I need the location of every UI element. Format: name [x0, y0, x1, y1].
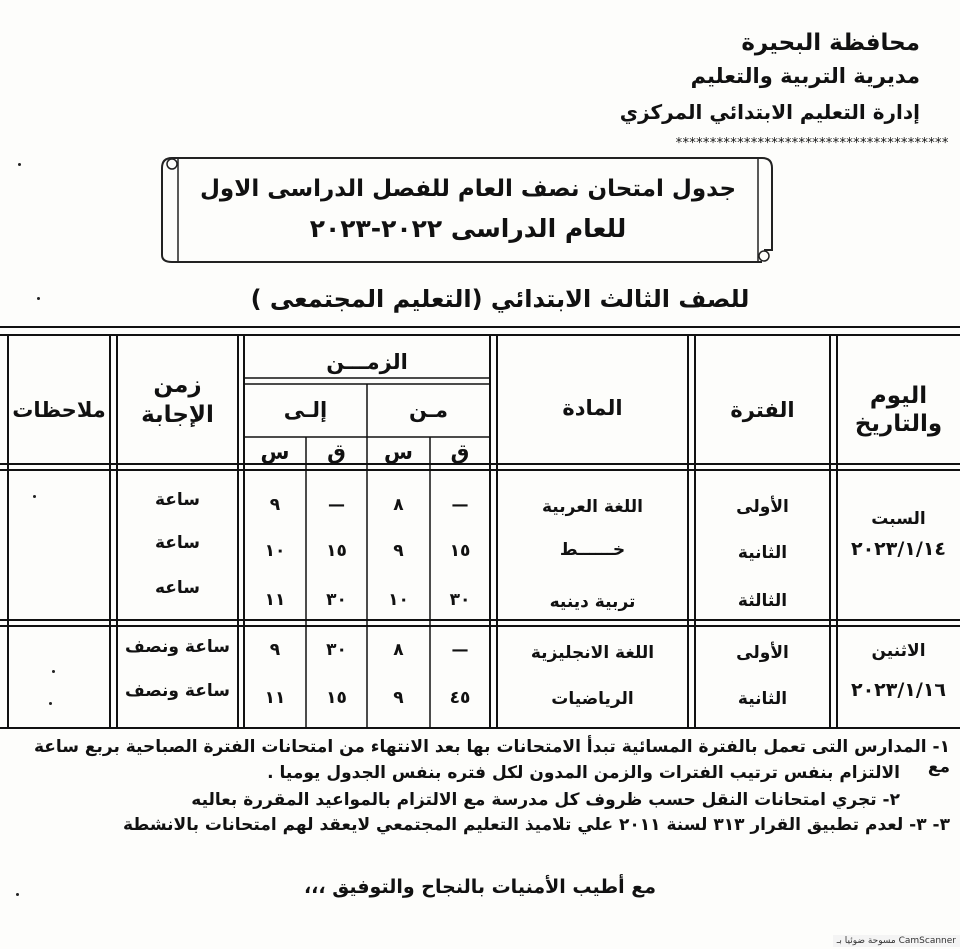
- row-period: الأولى: [736, 497, 789, 517]
- row-to-minute: ٣٠: [326, 640, 347, 660]
- row-period: الثانية: [737, 543, 788, 563]
- row-duration: ساعة ونصف: [125, 681, 230, 701]
- day-date: ٢٠٢٣/١/١٤: [850, 538, 947, 560]
- row-to-minute: ١٥: [326, 688, 347, 708]
- note-1: ١- المدارس التى تعمل بالفترة المسائية تبدأ الامتحانات بها بعد الانتهاء من امتحانات الفترة الصباحية بربع ساعة مع: [33, 737, 950, 777]
- row-from-minute: —: [451, 640, 469, 660]
- header-from: مـن: [408, 398, 449, 422]
- row-from-minute: ٣٠: [449, 590, 471, 610]
- row-to-minute: —: [328, 495, 345, 515]
- row-subject: اللغة الانجليزية: [530, 643, 655, 663]
- row-from-hour: ١٠: [388, 590, 409, 610]
- header-subject: المادة: [562, 396, 623, 420]
- header-to-minute: ق: [327, 440, 346, 464]
- scan-speck: [18, 163, 21, 166]
- row-subject: اللغة العربية: [542, 497, 643, 517]
- row-to-hour: ٩: [269, 640, 281, 660]
- directorate-line: مديرية التربية والتعليم: [690, 64, 920, 88]
- row-to-minute: ١٥: [326, 541, 347, 561]
- scan-speck: [49, 702, 52, 705]
- row-subject: خــــــط: [559, 540, 626, 560]
- governorate-line: محافظة البحيرة: [741, 30, 920, 56]
- row-to-hour: ١١: [264, 688, 286, 708]
- row-to-hour: ١٠: [264, 541, 286, 561]
- header-duration: زمن الإجابة: [141, 372, 214, 428]
- note-1-continued: الالتزام بنفس ترتيب الفترات والزمن المدون لكل فتره بنفس الجدول يوميا .: [267, 763, 900, 783]
- header-period: الفترة: [730, 398, 795, 422]
- row-from-hour: ٨: [393, 640, 404, 660]
- header-from-minute: ق: [450, 440, 470, 464]
- scan-speck: [37, 297, 40, 300]
- row-from-minute: —: [451, 495, 469, 515]
- note-2: ٢- تجري امتحانات النقل حسب ظروف كل مدرسة مع الالتزام بالمواعيد المقررة بعاليه: [191, 790, 900, 810]
- day-name: السبت: [871, 509, 926, 529]
- scan-speck: [52, 670, 55, 673]
- header-notes: ملاحظات: [12, 398, 106, 422]
- note-3: ٣- ٣- لعدم تطبيق القرار ٣١٣ لسنة ٢٠١١ علي تلاميذ التعليم المجتمعي لايعقد لهم امتحانات بالانشطة: [123, 815, 950, 835]
- scan-speck: [16, 893, 19, 896]
- row-duration: ساعه: [154, 578, 201, 598]
- row-from-minute: ١٥: [449, 541, 471, 561]
- header-to-hour: س: [260, 440, 290, 464]
- row-period: الثالثة: [737, 591, 788, 611]
- row-duration: ساعة ونصف: [125, 637, 230, 657]
- day-name: الاثنين: [871, 641, 926, 661]
- scanner-watermark: CamScanner مسوحة ضوئيا بـ: [833, 935, 960, 947]
- academic-year: للعام الدراسى ٢٠٢٢-٢٠٢٣: [309, 214, 627, 243]
- administration-line: إدارة التعليم الابتدائي المركزي: [619, 100, 920, 124]
- row-subject: الرياضيات: [551, 689, 634, 709]
- row-to-minute: ٣٠: [326, 590, 347, 610]
- row-to-hour: ٩: [269, 495, 281, 515]
- row-from-minute: ٤٥: [449, 688, 471, 708]
- row-duration: ساعة: [154, 533, 201, 553]
- row-from-hour: ٩: [393, 688, 404, 708]
- header-time: الزمـــن: [326, 350, 408, 374]
- exam-title: جدول امتحان نصف العام للفصل الدراسى الاول: [199, 176, 737, 202]
- row-subject: تربية دينيه: [549, 592, 636, 612]
- stars-separator: ****************************************: [675, 136, 949, 151]
- row-period: الثانية: [737, 689, 788, 709]
- row-to-hour: ١١: [264, 590, 286, 610]
- row-from-hour: ٩: [393, 541, 404, 561]
- grade-subtitle: للصف الثالث الابتدائي (التعليم المجتمعى ): [250, 285, 750, 313]
- header-from-hour: س: [384, 440, 413, 464]
- header-to: إلـى: [283, 398, 328, 422]
- row-period: الأولى: [736, 643, 789, 663]
- row-from-hour: ٨: [393, 495, 404, 515]
- scan-speck: [33, 495, 36, 498]
- row-duration: ساعة: [154, 490, 201, 510]
- header-day-date: اليوم والتاريخ: [854, 383, 943, 437]
- day-date: ٢٠٢٣/١/١٦: [850, 679, 947, 701]
- closing-wishes: مع أطيب الأمنيات بالنجاح والتوفيق ،،،: [303, 876, 657, 898]
